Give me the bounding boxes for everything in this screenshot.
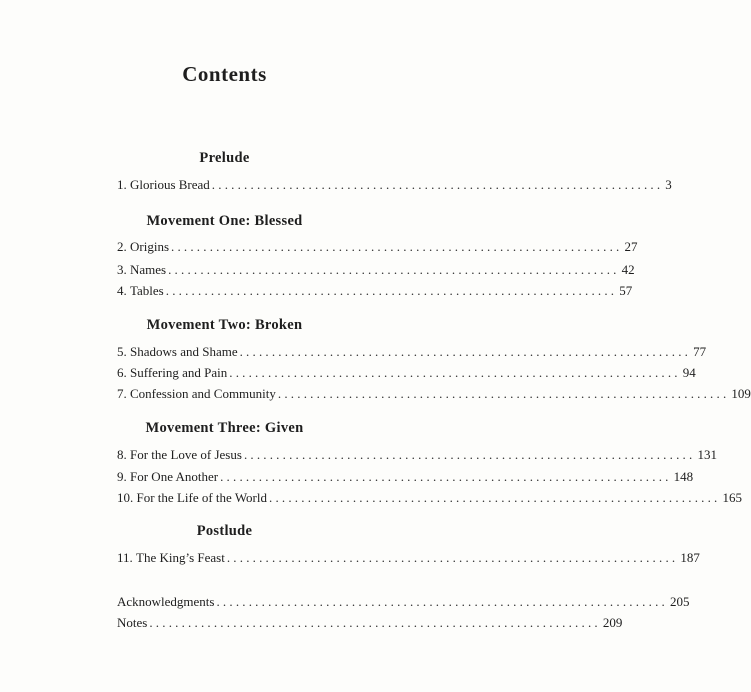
- dot-leader: ......................................................................: [229, 365, 681, 380]
- entry-page-number: 109: [731, 386, 751, 401]
- dot-leader: ......................................................................: [243, 447, 696, 462]
- dot-leader: ......................................................................: [165, 283, 618, 298]
- entry-title: Tables: [130, 283, 164, 298]
- entry-page-number: 205: [669, 594, 690, 609]
- dot-leader: ......................................................................: [171, 239, 623, 254]
- toc-entry[interactable]: [117, 175, 672, 195]
- entry-number: 6.: [117, 365, 127, 380]
- dot-leader: ......................................................................: [216, 594, 668, 609]
- entry-number: 4.: [117, 283, 127, 298]
- section-heading-movement-three: Movement Three: Given: [145, 420, 304, 436]
- dot-leader: ......................................................................: [211, 177, 664, 192]
- entry-title: Names: [130, 262, 167, 277]
- entry-title: For One Another: [130, 469, 219, 484]
- entry-number: 2.: [117, 239, 127, 254]
- section-heading-movement-two: Movement Two: Broken: [146, 317, 303, 333]
- entry-page-number: 27: [624, 239, 638, 254]
- entry-title: Acknowledgments: [117, 594, 215, 609]
- entry-title: For the Love of Jesus: [130, 447, 242, 462]
- entry-title: The King’s Feast: [136, 550, 225, 565]
- entry-number: 5.: [117, 344, 127, 359]
- toc-entry[interactable]: [117, 260, 635, 280]
- toc-entry-acknowledgments[interactable]: [117, 592, 690, 612]
- toc-entry[interactable]: [117, 281, 633, 301]
- entry-page-number: 3: [665, 177, 672, 192]
- dot-leader: ......................................................................: [149, 615, 601, 630]
- toc-entry[interactable]: [117, 445, 717, 465]
- toc-entry[interactable]: [117, 363, 696, 383]
- toc-entry[interactable]: [117, 467, 694, 487]
- entry-page-number: 42: [621, 262, 635, 277]
- section-heading-prelude: Prelude: [199, 150, 250, 166]
- toc-entry-notes[interactable]: [117, 613, 623, 633]
- dot-leader: ......................................................................: [269, 490, 721, 505]
- entry-page-number: 131: [697, 447, 717, 462]
- dot-leader: ......................................................................: [220, 469, 672, 484]
- entry-page-number: 165: [722, 490, 742, 505]
- entry-title: Origins: [130, 239, 169, 254]
- entry-number: 7.: [117, 386, 127, 401]
- entry-title: Suffering and Pain: [130, 365, 228, 380]
- entry-number: 9.: [117, 469, 127, 484]
- dot-leader: ......................................................................: [239, 344, 692, 359]
- dot-leader: ......................................................................: [226, 550, 679, 565]
- toc-entry[interactable]: [117, 488, 742, 508]
- toc-entry[interactable]: [117, 237, 638, 257]
- entry-title: Confession and Community: [130, 386, 276, 401]
- entry-number: 3.: [117, 262, 127, 277]
- entry-number: 8.: [117, 447, 127, 462]
- entry-page-number: 148: [673, 469, 694, 484]
- entry-page-number: 209: [602, 615, 623, 630]
- toc-entry[interactable]: [117, 384, 751, 404]
- entry-title: For the Life of the World: [136, 490, 267, 505]
- entry-title: Notes: [117, 615, 148, 630]
- toc-entry[interactable]: [117, 342, 707, 362]
- entry-page-number: 187: [680, 550, 700, 565]
- entry-page-number: 77: [693, 344, 707, 359]
- entry-number: 1.: [117, 177, 127, 192]
- section-heading-movement-one: Movement One: Blessed: [146, 213, 303, 229]
- entry-page-number: 57: [619, 283, 633, 298]
- entry-number: 11.: [117, 550, 133, 565]
- toc-entry[interactable]: [117, 548, 700, 568]
- entry-title: Shadows and Shame: [130, 344, 238, 359]
- dot-leader: ......................................................................: [277, 386, 730, 401]
- entry-title: Glorious Bread: [130, 177, 210, 192]
- entry-page-number: 94: [682, 365, 696, 380]
- section-heading-postlude: Postlude: [196, 523, 253, 539]
- page-title: Contents: [182, 62, 267, 86]
- entry-number: 10.: [117, 490, 134, 505]
- dot-leader: ......................................................................: [168, 262, 620, 277]
